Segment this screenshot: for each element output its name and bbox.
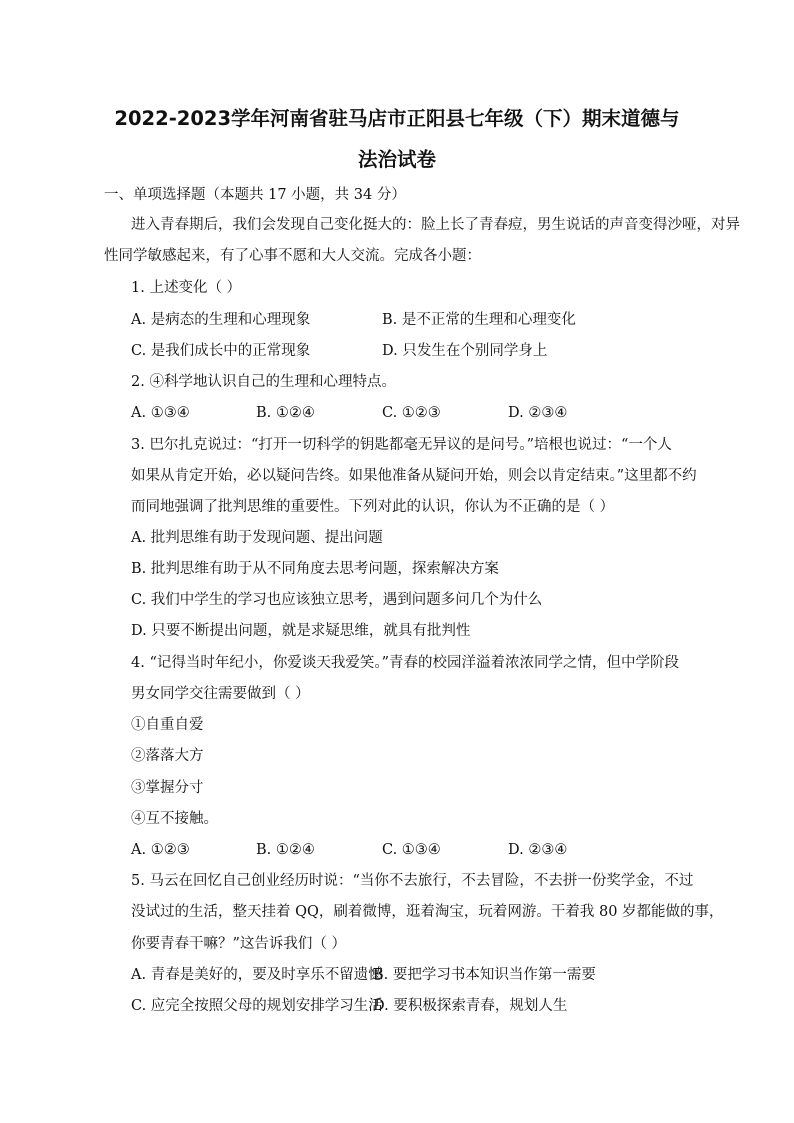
question-4-line-2: 男女同学交往需要做到（ ） [131,686,310,702]
question-1-option-b: B. 是不正常的生理和心理变化 [382,312,576,328]
question-4-line-1: 4. “记得当时年纪小，你爱谈天我爱笑。”青春的校园洋溢着浓浓同学之情，但中学阶段 [131,655,680,671]
question-5-line-3: 你要青春干嘛？”这告诉我们（ ） [131,936,347,952]
intro-line-2: 性同学敏感起来，有了心事不愿和大人交流。完成各小题： [104,248,481,264]
question-5-option-c: C. 应完全按照父母的规划安排学习生活 [131,998,383,1014]
question-3-line-1: 3. 巴尔扎克说过：“打开一切科学的钥匙都毫无异议的是问号。”培根也说过：“一个人 [131,437,672,453]
question-2-option-a: A. ①③④ [131,405,190,421]
question-5-options-row-1 [131,965,691,985]
question-1-stem: 1. 上述变化（ ） [131,280,242,296]
question-4-item-2: ②落落大方 [131,748,204,764]
question-1-options-row-1 [131,310,691,330]
question-4-options-row [131,840,691,860]
question-5-option-a: A. 青春是美好的，要及时享乐不留遗憾 [131,967,383,983]
question-4-item-4: ④互不接触。 [131,811,218,827]
intro-line-1: 进入青春期后，我们会发现自己变化挺大的：脸上长了青春痘，男生说话的声音变得沙哑，对异 [131,217,740,233]
question-2-option-c: C. ①②③ [382,405,441,421]
section-heading: 一、单项选择题（本题共 17 小题，共 34 分） [104,187,406,203]
question-4-option-b: B. ①②④ [256,842,315,858]
question-3-option-c: C. 我们中学生的学习也应该独立思考，遇到问题多问几个为什么 [131,592,543,608]
question-5-line-2: 没试过的生活，整天挂着 QQ，刷着微博，逛着淘宝，玩着网游。干着我 80 岁都能做的事， [131,904,724,920]
question-2-options-row [131,403,691,423]
question-5-options-row-2 [131,996,691,1016]
exam-title-line-1: 2022-2023学年河南省驻马店市正阳县七年级（下）期末道德与 [114,107,680,130]
question-4-option-d: D. ②③④ [508,842,568,858]
question-4-item-1: ①自重自爱 [131,717,204,733]
question-5-option-d: D. 要积极探索青春，规划人生 [373,998,568,1014]
question-3-option-d: D. 只要不断提出问题，就是求疑思维，就具有批判性 [131,623,471,639]
question-1-option-a: A. 是病态的生理和心理现象 [131,312,311,328]
question-3-line-3: 而同地强调了批判思维的重要性。下列对此的认识，你认为不正确的是（ ） [131,499,615,515]
question-2-option-d: D. ②③④ [508,405,568,421]
question-4-option-a: A. ①②③ [131,842,190,858]
exam-title-line-2: 法治试卷 [357,148,436,171]
question-4-option-c: C. ①③④ [382,842,441,858]
question-2-option-b: B. ①②④ [256,405,315,421]
question-2-stem: 2. ④科学地认识自己的生理和心理特点。 [131,374,396,390]
question-1-option-c: C. 是我们成长中的正常现象 [131,343,311,359]
question-5-option-b: B. 要把学习书本知识当作第一需要 [373,967,596,983]
question-1-options-row-2 [131,341,691,361]
question-3-option-b: B. 批判思维有助于从不同角度去思考问题，探索解决方案 [131,561,499,577]
question-1-option-d: D. 只发生在个别同学身上 [382,343,548,359]
question-3-line-2: 如果从肯定开始，必以疑问告终。如果他准备从疑问开始，则会以肯定结束。”这里都不约 [131,468,697,484]
question-5-line-1: 5. 马云在回忆自己创业经历时说：“当你不去旅行，不去冒险，不去拼一份奖学金，不过 [131,873,694,889]
question-4-item-3: ③掌握分寸 [131,780,204,796]
question-3-option-a: A. 批判思维有助于发现问题、提出问题 [131,530,383,546]
